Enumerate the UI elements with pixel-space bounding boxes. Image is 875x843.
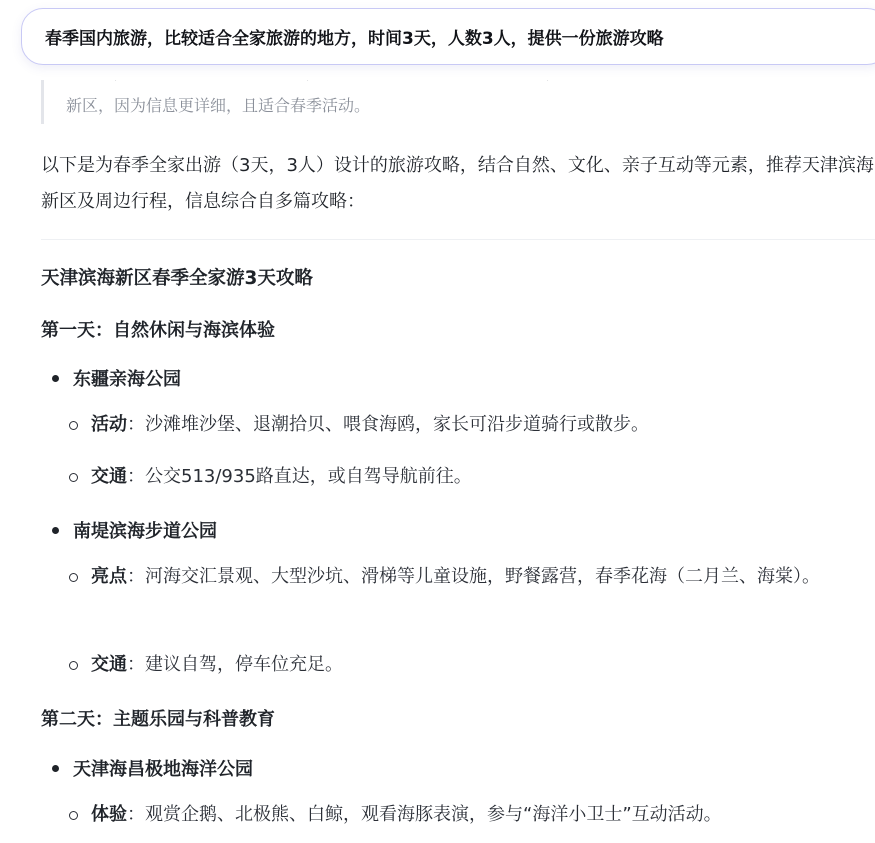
bullet-dot-icon xyxy=(52,527,59,534)
bullet-ring-icon xyxy=(69,573,78,582)
list-subitem xyxy=(69,560,875,594)
subitem-text xyxy=(91,460,472,494)
query-header xyxy=(0,0,875,80)
subitem-label: 亮点 xyxy=(91,566,127,587)
subitem-detail: ：沙滩堆沙堡、退潮拾贝、喂食海鸥，家长可沿步道骑行或散步。 xyxy=(127,414,649,435)
list-subitem xyxy=(69,460,875,494)
guide-title: 天津滨海新区春季全家游3天攻略 xyxy=(41,268,313,289)
user-query-bubble[interactable]: 春季国内旅游，比较适合全家旅游的地方，时间3天，人数3人，提供一份旅游攻略 xyxy=(21,8,875,65)
day1-title: 第一天：自然休闲与海滨体验 xyxy=(41,320,275,341)
subitem-label: 活动 xyxy=(91,414,127,435)
list-subitem xyxy=(69,648,875,682)
intro-paragraph: 以下是为春季全家出游（3天，3人）设计的旅游攻略，结合自然、文化、亲子互动等元素，推荐天津滨海新区及周边行程，信息综合自多篇攻略： xyxy=(41,155,874,212)
spot-name: 天津海昌极地海洋公园 xyxy=(73,759,253,780)
subitem-label: 体验 xyxy=(91,804,127,825)
bullet-ring-icon xyxy=(69,421,78,430)
subitem-detail: ：建议自驾，停车位充足。 xyxy=(127,654,343,675)
bullet-ring-icon xyxy=(69,661,78,670)
list-subitem xyxy=(69,408,875,442)
subitem-label: 交通 xyxy=(91,654,127,675)
spot-name: 东疆亲海公园 xyxy=(73,369,181,390)
subitem-label: 交通 xyxy=(91,466,127,487)
subitem-detail: ：河海交汇景观、大型沙坑、滑梯等儿童设施，野餐露营，春季花海（二月兰、海棠）。 xyxy=(127,566,820,587)
bullet-dot-icon xyxy=(52,375,59,382)
spot-name: 南堤滨海步道公园 xyxy=(73,521,217,542)
subitem-text xyxy=(91,560,820,594)
list-item-spot xyxy=(52,755,253,781)
subitem-text xyxy=(91,798,722,832)
section-divider xyxy=(41,239,875,240)
bullet-ring-icon xyxy=(69,473,78,482)
subitem-text xyxy=(91,648,343,682)
bullet-ring-icon xyxy=(69,811,78,820)
day2-title: 第二天：主题乐园与科普教育 xyxy=(41,709,275,730)
subitem-text xyxy=(91,408,649,442)
list-item-spot xyxy=(52,365,181,391)
list-item-spot xyxy=(52,517,217,543)
subitem-detail: ：公交513/935路直达，或自驾导航前往。 xyxy=(127,466,472,487)
bullet-dot-icon xyxy=(52,765,59,772)
quote-line-2: 新区，因为信息更详细，且适合春季活动。 xyxy=(66,96,371,115)
list-subitem xyxy=(69,798,875,832)
subitem-detail: ：观赏企鹅、北极熊、白鲸，观看海豚表演，参与“海洋小卫士”互动活动。 xyxy=(127,804,722,825)
